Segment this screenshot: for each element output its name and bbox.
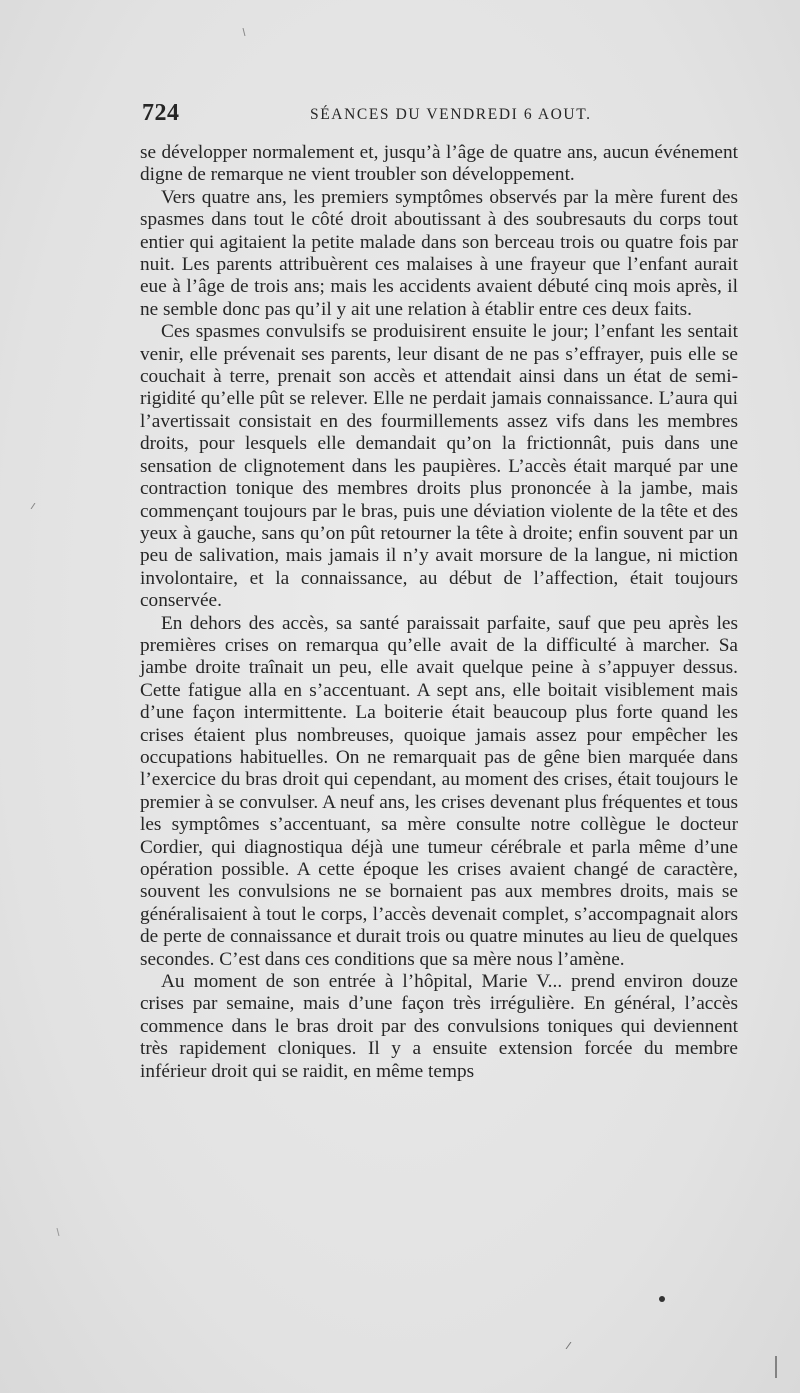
scan-speck-left <box>30 503 36 509</box>
running-head: SÉANCES DU VENDREDI 6 AOUT. <box>310 106 592 123</box>
scan-edge-right <box>775 1356 778 1378</box>
scan-speck-bottom-left <box>56 1228 61 1236</box>
body-text <box>140 142 738 1083</box>
page-header <box>140 100 738 136</box>
ink-dot <box>659 1296 665 1302</box>
paragraph-2: Vers quatre ans, les premiers symptômes observés par la mère furent des spasmes dans tout le côté droit aboutissant à des soubresauts du corps tout entier qui agitaient la petite malade dans son berceau trois ou quatre fois par nuit. Les parents attribuèrent ces malaises à une frayeur que l’enfant aurait eue à l’âge de trois ans; mais les accidents avaient débuté cinq mois après, il ne semble donc pas qu’il y ait une relation à établir entre ces deux faits. <box>140 186 738 320</box>
paragraph-3: Ces spasmes convulsifs se produisirent ensuite le jour; l’enfant les sentait venir, elle prévenait ses parents, leur disant de ne pas s’effrayer, puis elle se couchait à terre, prenait son accès et attendait ainsi dans un état de semi-rigidité qu’elle pût se relever. Elle ne perdait jamais connaissance. L’aura qui l’avertissait consistait en des fourmillements assez vifs dans les membres droits, pour lesquels elle demandait qu’on la frictionnât, puis dans une sensation de clignotement dans les paupières. L’accès était marqué par une contraction tonique des membres droits plus prononcée à la jambe, mais commençant toujours par le bras, puis une déviation violente de la tête et des yeux à gauche, sans qu’on pût retourner la tête à droite; enfin souvent par un peu de salivation, mais jamais il n’y avait morsure de la langue, ni miction involontaire, et la connaissance, au début de l’affection, était toujours conservée. <box>140 321 738 612</box>
page-number: 724 <box>142 100 180 126</box>
scan-speck-top <box>242 28 246 36</box>
paragraph-5: Au moment de son entrée à l’hôpital, Marie V... prend environ douze crises par semaine, mais d’une façon très irrégulière. En général, l’accès commence dans le bras droit par des convulsions toniques qui deviennent très rapidement cloniques. Il y a ensuite extension forcée du membre inférieur droit qui se raidit, en même temps <box>140 971 738 1082</box>
paragraph-1: se développer normalement et, jusqu’à l’âge de quatre ans, aucun événement digne de remarque ne vient troubler son développement. <box>140 142 738 186</box>
scan-speck-bottom-right <box>565 1342 572 1349</box>
paragraph-4: En dehors des accès, sa santé paraissait parfaite, sauf que peu après les premières crises on remarqua qu’elle avait de la difficulté à marcher. Sa jambe droite traînait un peu, elle avait quelque peine à s’appuyer dessus. Cette fatigue alla en s’accentuant. A sept ans, elle boitait visiblement mais d’une façon intermittente. La boiterie était beaucoup plus forte quand les crises étaient plus nombreuses, quoique jamais assez pour empêcher les occupations habituelles. On ne remarquait pas de gêne bien marquée dans l’exercice du bras droit qui cependant, au moment des crises, était toujours le premier à se convulser. A neuf ans, les crises devenant plus fréquentes et tous les symptômes s’accentuant, sa mère consulte notre collègue le docteur Cordier, qui diagnostiqua déjà une tumeur cérébrale et parla même d’une opération possible. A cette époque les crises avaient changé de caractère, souvent les convulsions ne se bornaient pas aux membres droits, mais se généralisaient à tout le corps, l’accès devenait complet, s’accompagnait alors de perte de connaissance et durait trois ou quatre minutes au lieu de quelques secondes. C’est dans ces conditions que sa mère nous l’amène. <box>140 612 738 970</box>
